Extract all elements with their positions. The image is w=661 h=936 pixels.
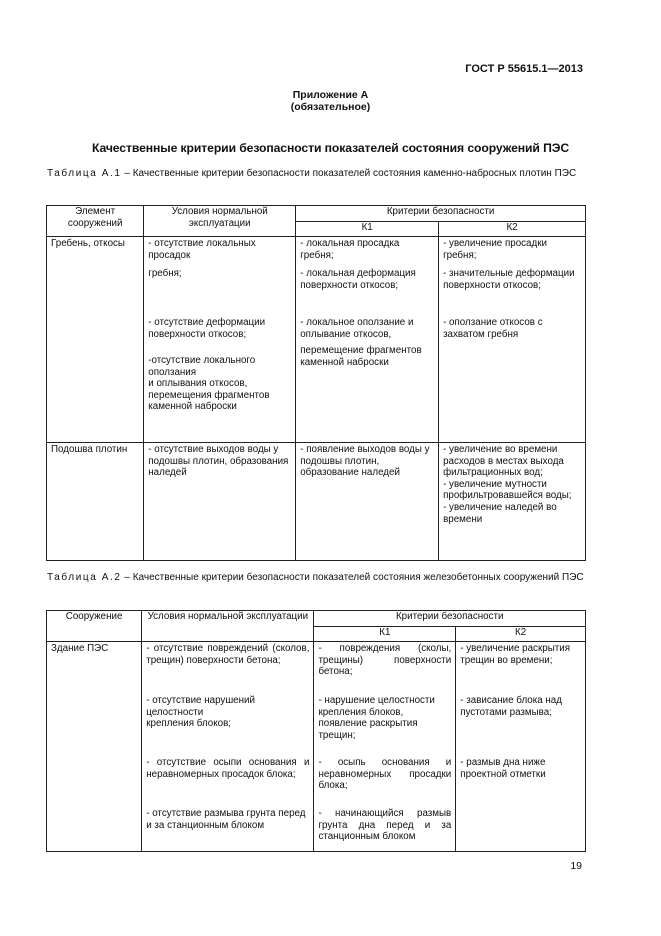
cell-text: - локальная просадка гребня; <box>300 238 400 261</box>
table2-row1-k1 <box>314 642 456 852</box>
cell-text: -отсутствие локального оползания и оплывания откосов, перемещения фрагментов каменной наброски <box>148 355 270 413</box>
cell-text: - нарушение целостности крепления блоков, появление раскрытия трещин; <box>318 695 435 741</box>
table-row <box>47 237 586 443</box>
cell-text: - отсутствие деформации поверхности откосов; <box>148 317 266 340</box>
table2-row1-conditions <box>142 642 314 852</box>
table1-row1-conditions <box>144 237 296 443</box>
cell-text: - отсутствие размыва грунта перед и за станционным блоком <box>146 808 306 831</box>
table2-header-criteria: Критерии безопасности <box>314 611 586 627</box>
table1-row1-element: Гребень, откосы <box>47 237 144 443</box>
table2-caption <box>47 572 587 584</box>
cell-text: гребня; <box>148 268 182 279</box>
page-number: 19 <box>570 860 582 872</box>
cell-text: - значительные деформации поверхности откосов; <box>443 268 575 291</box>
table1-label: Таблица А.1 <box>47 168 122 179</box>
cell-text: - зависание блока над пустотами размыва; <box>460 695 562 718</box>
cell-text: - начинающийся размыв грунта дна перед и за станционным блоком <box>318 808 452 843</box>
cell-text: - увеличение просадки гребня; <box>443 238 547 261</box>
cell-text: - увеличение раскрытия трещин во времени; <box>460 643 570 666</box>
table2-row1-k2 <box>456 642 586 852</box>
cell-text: - отсутствие осыпи основания и неравномерных просадок блока; <box>146 757 310 780</box>
table1-header-element: Элемент сооружений <box>47 206 144 237</box>
cell-text: - отсутствие повреждений (сколов, трещин) поверхности бетона; <box>146 643 310 666</box>
table1-header-k2: К2 <box>439 222 586 237</box>
page-heading: Качественные критерии безопасности показателей состояния сооружений ПЭС <box>91 141 570 155</box>
table1-row2-k1: - появление выходов воды у подошвы плотин, образование наледей <box>296 443 439 561</box>
table2-header-k2: К2 <box>456 627 586 642</box>
table2-header-conditions: Условия нормальной эксплуатации <box>142 611 314 642</box>
cell-text: - отсутствие нарушений целостности крепления блоков; <box>146 695 255 730</box>
standard-id: ГОСТ Р 55615.1—2013 <box>465 63 583 75</box>
table-row <box>47 443 586 561</box>
table1-row2-conditions: - отсутствие выходов воды у подошвы плотин, образования наледей <box>144 443 296 561</box>
table1-row2-k2: - увеличение во времени расходов в местах выхода фильтрационных вод; - увеличение мутности профильтровавшейся воды; - увеличение наледей во времени <box>439 443 586 561</box>
table2-label: Таблица А.2 <box>47 572 122 583</box>
table1-row1-k1 <box>296 237 439 443</box>
table2-header-element: Сооружение <box>47 611 142 642</box>
cell-text: перемещение фрагментов каменной наброски <box>300 345 422 368</box>
cell-text: - осыпь основания и неравномерных просадки блока; <box>318 757 452 792</box>
table1-row1-k2 <box>439 237 586 443</box>
cell-text: - повреждения (сколы, трещины) поверхности бетона; <box>318 643 452 678</box>
table2-row1-element: Здание ПЭС <box>47 642 142 852</box>
table1 <box>46 205 586 561</box>
cell-text: - отсутствие локальных просадок <box>148 238 256 261</box>
annex-status: (обязательное) <box>290 101 371 113</box>
table1-header-criteria: Критерии безопасности <box>296 206 586 222</box>
table2-caption-text: – Качественные критерии безопасности показателей состояния железобетонных сооружений ПЭС <box>121 572 584 583</box>
table2-header-k1: К1 <box>314 627 456 642</box>
table-row <box>47 642 586 852</box>
table1-caption <box>47 168 587 180</box>
cell-text: - размыв дна ниже проектной отметки <box>460 757 546 780</box>
table1-caption-text: – Качественные критерии безопасности показателей состояния каменно-набросных плотин ПЭС <box>121 168 577 179</box>
cell-text: - локальная деформация поверхности откосов; <box>300 268 416 291</box>
table1-row2-element: Подошва плотин <box>47 443 144 561</box>
cell-text: - локальное оползание и оплывание откосов, <box>300 317 414 340</box>
cell-text: - оползание откосов с захватом гребня <box>443 317 543 340</box>
table1-header-k1: К1 <box>296 222 439 237</box>
annex-block <box>0 89 661 113</box>
table2 <box>46 610 586 852</box>
annex-title: Приложение А <box>292 89 369 101</box>
table1-header-conditions: Условия нормальной эксплуатации <box>144 206 296 237</box>
